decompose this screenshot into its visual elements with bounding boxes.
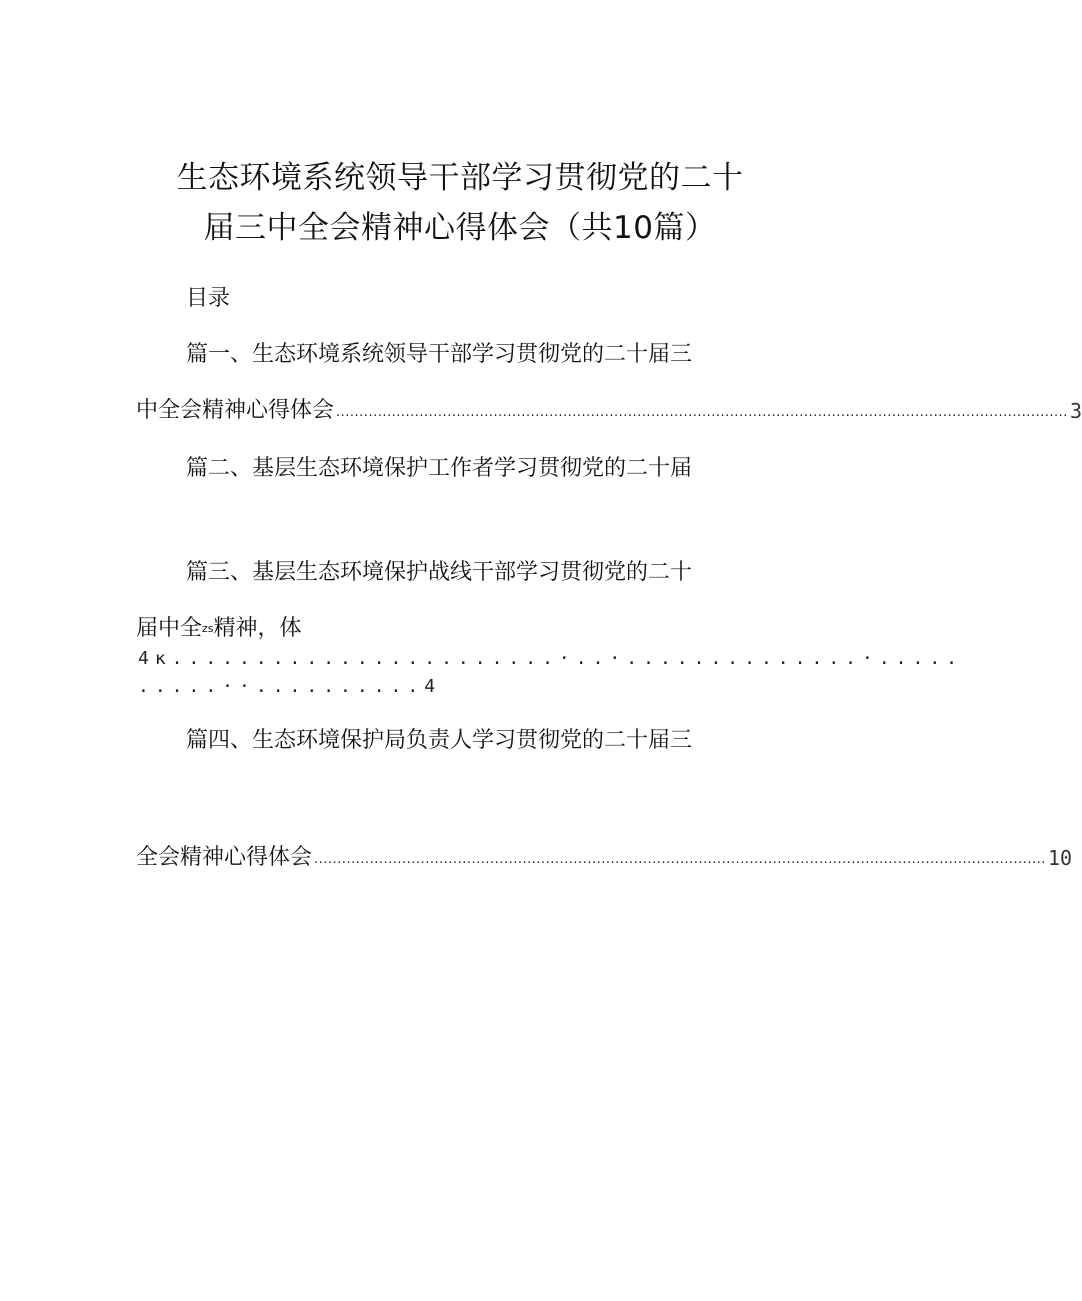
toc-entry-1-page-number: 3 [1069,399,1082,423]
toc-entry-1-leader-row[interactable] [136,398,1082,424]
toc-entry-4-page-number: 10 [1047,846,1073,870]
toc-entry-4-leader-row[interactable] [136,845,1073,871]
toc-entry-3-continuation-part-a: 届中全 [136,616,203,641]
toc-entry-1-continuation: 中全会精神心得体会 [136,398,335,423]
toc-entry-3-continuation-part-b: 精神，体 [213,616,302,641]
toc-entry-3-continuation[interactable] [136,616,302,642]
document-title-line-1: 生态环境系统领导干部学习贯彻党的二十 [176,160,744,196]
toc-entry-1-title[interactable]: 篇一、生态环境系统领导干部学习贯彻党的二十届三 [186,342,693,367]
dot-leader: .............................................................................................................................................................. [336,405,1068,420]
ocr-artifact-glyph: zs [202,622,214,635]
toc-entry-3-title[interactable]: 篇三、基层生态环境保护战线干部学习贯彻党的二十 [186,560,693,585]
toc-entry-4-continuation: 全会精神心得体会 [136,845,313,870]
dot-leader: .............................................................................................................................................................. [314,852,1046,867]
toc-entry-3-ocr-leader-2: .....··..........4 [138,676,442,697]
toc-entry-4-title[interactable]: 篇四、生态环境保护局负责人学习贯彻党的二十届三 [186,728,693,753]
toc-entry-2-title[interactable]: 篇二、基层生态环境保护工作者学习贯彻党的二十届 [186,456,693,481]
toc-heading: 目录 [186,286,231,311]
document-title-line-2: 届三中全会精神心得体会（共10篇） [203,210,717,246]
toc-entry-3-ocr-leader-1: 4κ.......................·..·..............·..... [138,648,964,669]
